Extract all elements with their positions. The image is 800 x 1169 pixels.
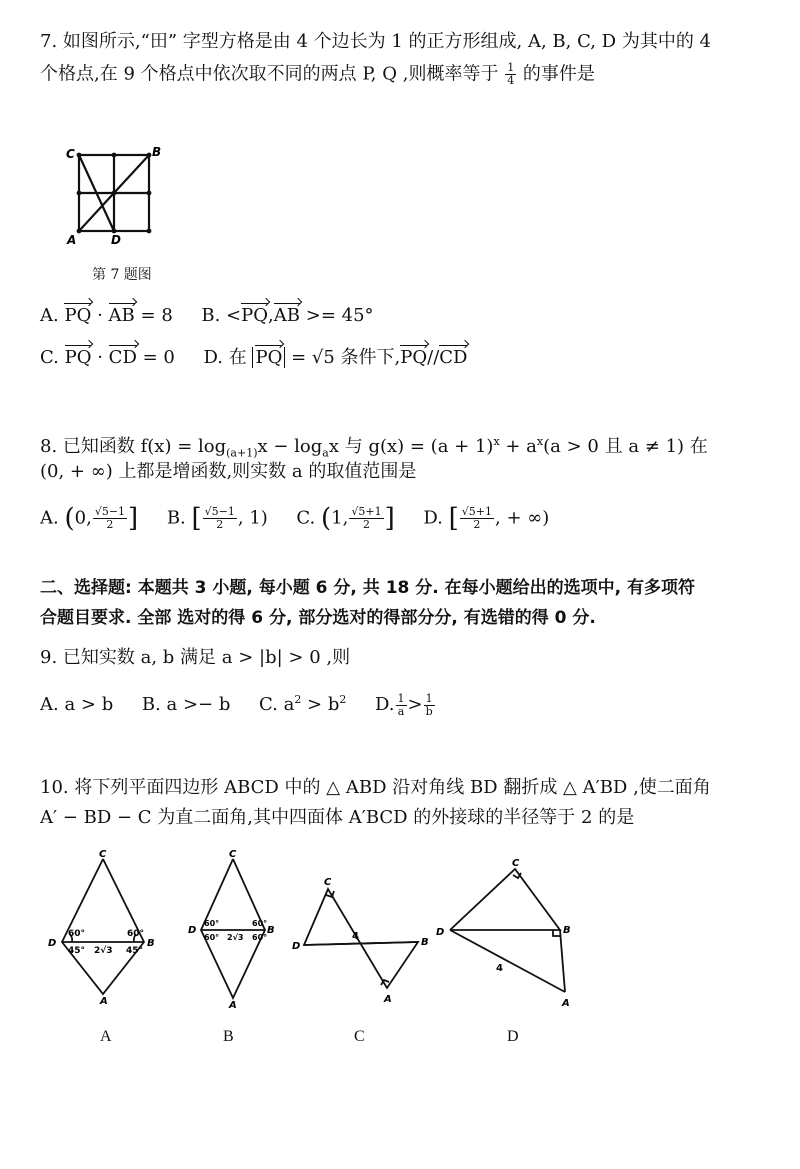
svg-text:60°: 60° — [204, 933, 220, 942]
q10-figure-d — [432, 855, 582, 1010]
q9-options: A. a > b B. a >− b C. $a^2 > b^2$ D. $\frac{1}{a}$ > $\frac{1}{b}$ — [40, 691, 433, 718]
q7-options-ab: A. PQ · AB = 8 B. <PQ,AB >= 45° — [40, 305, 374, 326]
q7-stem-line1: 7. 如图所示,“田” 字型方格是由 4 个边长为 1 的正方形组成, A, B, C, D 为其中的 4 — [40, 31, 711, 52]
q7-options-cd: C. PQ · CD = 0 D. 在 PQ = √5 条件下,PQ//CD — [40, 347, 468, 368]
q8-stem-line2: (0, + ∞) 上都是增函数,则实数 a 的取值范围是 — [40, 461, 417, 482]
vector-cd: CD — [108, 347, 137, 368]
q10-label-d: D — [507, 1028, 519, 1045]
q10-stem-line1: 10. 将下列平面四边形 ABCD 中的 △ ABD 沿对角线 BD 翻折成 △ A′BD ,使二面角 — [40, 777, 711, 798]
svg-text:4: 4 — [352, 931, 359, 942]
svg-text:A: A — [229, 1000, 237, 1008]
q10-figure-c — [290, 875, 440, 1010]
q7-figure-caption: 第 7 题图 — [92, 267, 152, 283]
svg-text:45°: 45° — [68, 946, 86, 956]
svg-text:D: D — [188, 925, 197, 936]
section2-heading-line2: 合题目要求. 全部 选对的得 6 分, 部分选对的得部分分, 有选错的得 0 分. — [40, 608, 596, 628]
vector-cd: CD — [439, 347, 468, 368]
fraction-one-quarter: $\frac{1}{4}$ — [507, 61, 515, 87]
vector-pq: PQ — [64, 305, 92, 326]
svg-text:60°: 60° — [204, 919, 220, 928]
q7-stem-line2: 个格点,在 9 个格点中依次取不同的两点 P, Q ,则概率等于 $\frac{1}{4}$ 的事件是 — [40, 61, 595, 87]
q10-label-a: A — [100, 1028, 112, 1045]
svg-text:60°: 60° — [68, 929, 86, 939]
q10-stem-line2: A′ − BD − C 为直二面角,其中四面体 A′BCD 的外接球的半径等于 2 的是 — [40, 807, 635, 828]
svg-text:D: D — [436, 927, 445, 938]
section2-heading-line1: 二、选择题: 本题共 3 小题, 每小题 6 分, 共 18 分. 在每小题给出的选项中, 有多项符 — [40, 578, 696, 598]
svg-text:B: B — [267, 925, 275, 936]
q7-label-c: C — [66, 147, 75, 161]
svg-text:A: A — [562, 998, 570, 1009]
svg-text:4: 4 — [496, 963, 503, 974]
q10-label-b: B — [223, 1028, 234, 1045]
svg-text:C: C — [229, 849, 237, 860]
svg-text:60°: 60° — [252, 933, 268, 942]
vector-pq: PQ — [255, 347, 283, 368]
q10-label-c: C — [354, 1028, 365, 1045]
q9-stem: 9. 已知实数 a, b 满足 a > |b| > 0 ,则 — [40, 647, 351, 668]
svg-text:C: C — [99, 849, 107, 860]
svg-text:B: B — [147, 938, 155, 949]
svg-text:A: A — [100, 996, 108, 1007]
svg-text:D: D — [292, 941, 301, 952]
svg-text:C: C — [324, 877, 332, 888]
vector-ab: AB — [273, 305, 300, 326]
svg-text:2√3: 2√3 — [94, 946, 113, 956]
vector-ab: AB — [108, 305, 135, 326]
svg-text:2√3: 2√3 — [227, 933, 244, 942]
svg-text:B: B — [563, 925, 571, 936]
svg-text:A: A — [384, 994, 392, 1005]
q10-figure-b — [185, 848, 280, 1008]
svg-text:D: D — [48, 938, 57, 949]
q8-stem-line1: 8. 已知函数 $f(x) = \log_{(a+1)}x - \log_ax$ 与 $g(x) = (a + 1)^x + a^x(a > 0$ 且 a ≠ 1) 在 — [40, 435, 708, 460]
q7-label-d: D — [111, 233, 121, 247]
svg-text:60°: 60° — [127, 929, 145, 939]
vector-pq: PQ — [241, 305, 269, 326]
vector-pq: PQ — [64, 347, 92, 368]
svg-text:B: B — [421, 937, 429, 948]
q7-grid-figure — [55, 140, 165, 250]
q7-label-a: A — [67, 233, 77, 247]
svg-text:45°: 45° — [126, 946, 144, 956]
q10-figure-a — [40, 848, 175, 1008]
q7-label-b: B — [152, 145, 162, 159]
svg-text:60°: 60° — [252, 919, 268, 928]
vector-pq: PQ — [400, 347, 428, 368]
q8-options: A. (0, $\frac{√5-1}{2}$ ] B. [ $\frac{√5-1}{2}$ , 1) C. (1, $\frac{√5+1}{2}$ ] D. [ $\frac{√5+1}{2}$ , + ∞) — [40, 503, 550, 534]
svg-text:C: C — [512, 858, 520, 869]
